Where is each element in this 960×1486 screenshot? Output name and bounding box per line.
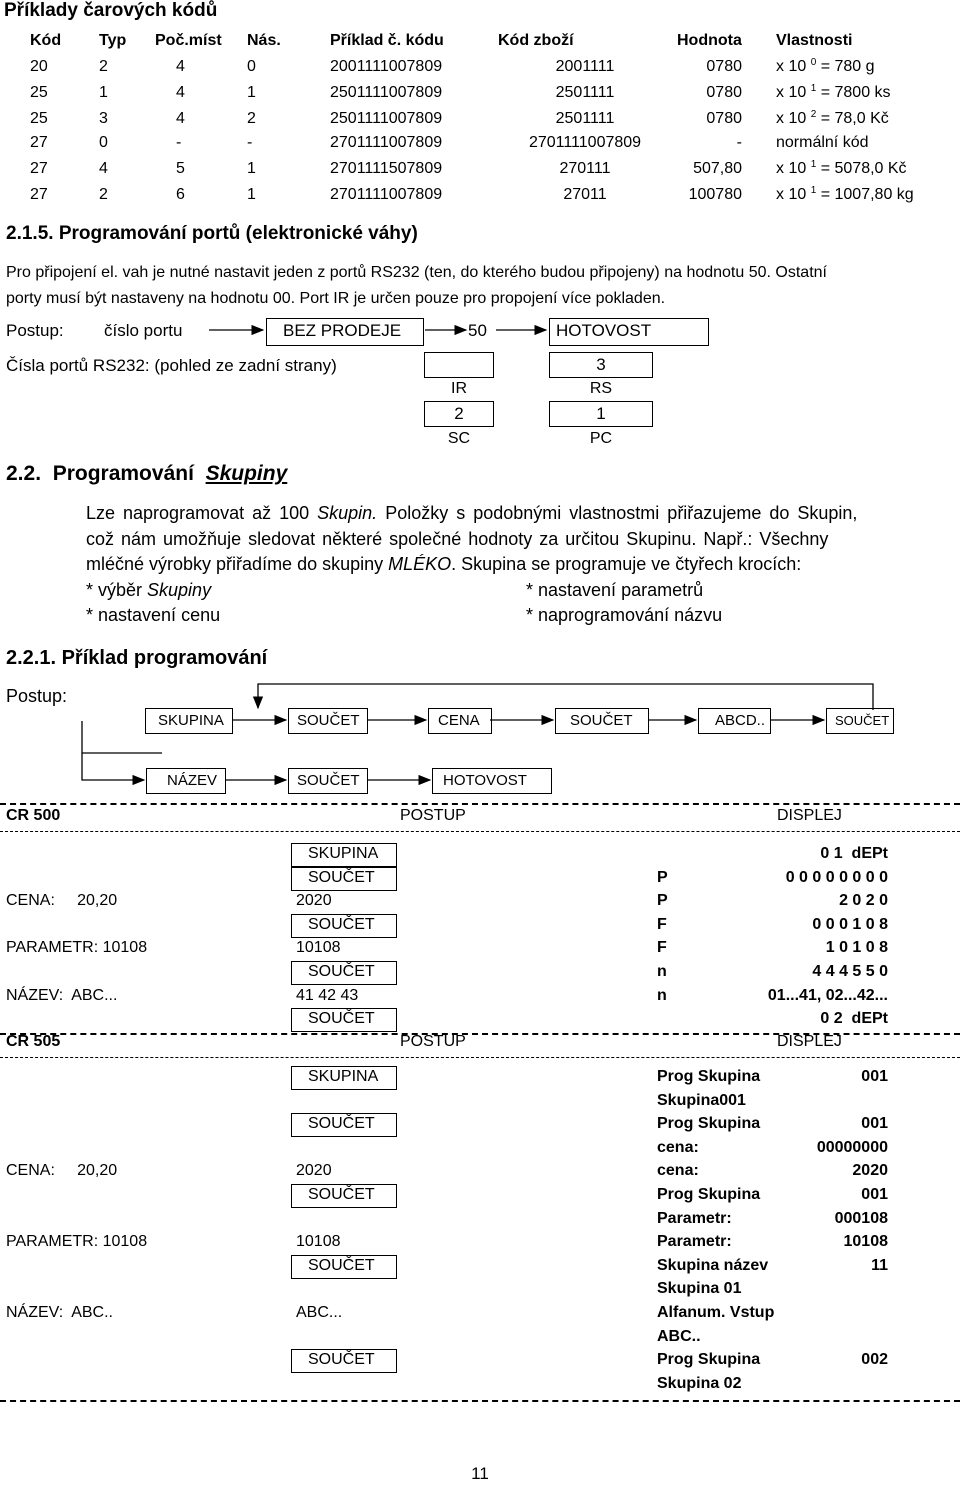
table-cell-poc: 4 — [176, 84, 185, 101]
key-label: SOUČET — [308, 1351, 375, 1369]
table-header-cell: Kód zboží — [498, 32, 574, 49]
display-left: Prog Skupina — [657, 1351, 761, 1369]
display-left: Prog Skupina — [657, 1186, 761, 1203]
text-run: mléčné výrobky přiřadíme do skupiny — [86, 554, 389, 574]
table-cell-kod: 25 — [30, 84, 48, 101]
display-left: cena: — [657, 1162, 699, 1180]
key-value: 10108 — [296, 939, 341, 957]
text-run: = 1007,80 kg — [816, 186, 914, 203]
flow-key-skupina — [145, 708, 233, 734]
display-left: Skupina 01 — [657, 1280, 742, 1298]
display-left: cena: — [657, 1138, 699, 1156]
flow-key-hotovost-label: HOTOVOST — [556, 321, 652, 340]
exponent: 1 — [810, 185, 817, 196]
row-left-label: CENA: 20,20 — [6, 892, 118, 910]
table-header-cell: Typ — [99, 32, 127, 49]
text-run-em: Skupiny — [147, 580, 212, 600]
table-header-cell: Nás. — [247, 32, 281, 49]
flow-key-nazev — [146, 768, 226, 794]
text-run-em: Skupin. — [317, 503, 378, 523]
flow-key-bez-prodeje-label: BEZ PRODEJE — [283, 321, 402, 340]
key-box — [291, 867, 397, 891]
table-cell-priklad: 2701111007809 — [330, 186, 443, 203]
display-right: 0 0 0 1 0 8 — [812, 915, 888, 933]
key-box — [291, 1066, 397, 1090]
key-label: SKUPINA — [308, 845, 379, 862]
flow-label: NÁZEV — [167, 772, 218, 789]
flow-step-port-number: číslo portu — [104, 321, 183, 340]
groups-paragraph-line-3 — [86, 554, 801, 575]
column-postup: POSTUP — [400, 807, 466, 824]
groups-paragraph-line-2: což nám umožňuje sledovat některé společné hodnoty za určitou Skupinu. Např.: Všechny — [86, 529, 829, 549]
table-cell-poc: 6 — [176, 186, 185, 203]
table-cell-zbozi: 2001111 — [555, 58, 615, 75]
key-box — [291, 843, 397, 867]
display-left: Alfanum. Vstup — [657, 1304, 775, 1321]
text-run: x 10 — [776, 160, 807, 177]
dashed-separator — [0, 831, 960, 832]
section-heading-2-1-5: 2.1.5. Programování portů (elektronické váhy) — [6, 223, 418, 244]
port-sc-label: SC — [447, 430, 471, 447]
flow-key-cena — [428, 708, 492, 734]
table-header-cell: Vlastnosti — [776, 32, 853, 49]
text-run: x 10 — [776, 58, 807, 75]
flow-key-abcd — [698, 708, 771, 734]
postup-label-2: Postup: — [6, 686, 68, 706]
table-cell-typ: 1 — [99, 84, 108, 101]
page-title: Příklady čarových kódů — [4, 0, 218, 21]
table-cell-nas: - — [247, 134, 253, 151]
display-left: F — [657, 915, 667, 933]
exponent: 1 — [810, 159, 817, 170]
table-cell-poc: 4 — [176, 110, 185, 127]
table-cell-nas: 0 — [247, 58, 256, 75]
table-header-cell: Poč.míst — [155, 32, 222, 49]
port-box-top-right — [549, 352, 653, 378]
display-right: 002 — [861, 1351, 888, 1369]
table-cell-priklad: 2501111007809 — [330, 84, 443, 101]
key-box — [291, 1113, 397, 1137]
table-cell-kod: 27 — [30, 160, 48, 177]
display-right: 1 0 1 0 8 — [825, 939, 888, 957]
table-cell-hodnota: 507,80 — [693, 160, 742, 177]
flow-key-soucet-4 — [288, 768, 368, 794]
flow-value-50: 50 — [468, 321, 487, 340]
display-right: 001 — [861, 1186, 888, 1203]
port-3-label: 3 — [596, 355, 606, 374]
display-right: 00000000 — [816, 1138, 888, 1156]
table-cell-hodnota: 100780 — [688, 186, 742, 203]
key-box — [291, 961, 397, 985]
display-right: 11 — [871, 1256, 888, 1274]
text-run: = 780 g — [816, 58, 875, 75]
display-right: 4 4 4 5 5 0 — [812, 963, 888, 980]
display-right: 0 0 0 0 0 0 0 0 — [785, 868, 888, 886]
flow-arrows-ports — [0, 0, 960, 360]
column-displej: DISPLEJ — [777, 1033, 842, 1050]
table-header-cell: Příklad č. kódu — [330, 32, 444, 49]
postup-label: Postup: — [6, 321, 64, 340]
flow-label: SOUČET — [835, 713, 890, 728]
flow-key-soucet-3 — [826, 708, 894, 734]
page-number: 11 — [471, 1464, 489, 1483]
table-cell-zbozi: 2501111 — [555, 110, 615, 127]
column-postup: POSTUP — [400, 1033, 466, 1050]
table-cell-typ: 3 — [99, 110, 108, 127]
port-box-bottom-left — [424, 401, 494, 427]
key-label: SOUČET — [308, 1010, 375, 1028]
display-right: 001 — [861, 1068, 888, 1085]
display-right: 0 2 dEPt — [820, 1010, 888, 1028]
heading-text: Programování — [52, 462, 194, 485]
key-label: SOUČET — [308, 1256, 375, 1274]
port-box-bottom-right — [549, 401, 653, 427]
dashed-separator — [0, 1400, 960, 1402]
section-heading-2-2 — [6, 462, 287, 486]
step-set-price: * nastavení cenu — [86, 605, 221, 625]
column-displej: DISPLEJ — [777, 807, 842, 824]
text-run: x 10 — [776, 186, 807, 203]
display-left: Skupina 02 — [657, 1374, 742, 1392]
groups-paragraph-line-1 — [86, 503, 857, 524]
step-program-name: * naprogramování názvu — [526, 605, 723, 625]
display-left: Skupina název — [657, 1256, 769, 1274]
table-cell-zbozi: 27011 — [563, 186, 607, 203]
row-left-label: PARAMETR: 10108 — [6, 1233, 148, 1251]
dashed-separator — [0, 1057, 960, 1058]
model-label: CR 500 — [6, 807, 61, 824]
flow-key-soucet-1 — [288, 708, 368, 734]
key-label: SOUČET — [308, 963, 375, 980]
display-right: 2020 — [852, 1162, 888, 1180]
table-cell-priklad: 2001111007809 — [330, 58, 443, 75]
port-rs-label: RS — [589, 380, 613, 397]
display-right: 10108 — [843, 1233, 888, 1251]
table-cell-kod: 27 — [30, 186, 48, 203]
display-left: Skupina001 — [657, 1091, 746, 1109]
table-cell-priklad: 2701111507809 — [330, 160, 443, 177]
display-right: 001 — [861, 1115, 888, 1133]
display-right: 2 0 2 0 — [839, 892, 888, 910]
flow-key-hotovost-2 — [432, 768, 552, 794]
table-cell-zbozi: 2701111007809 — [528, 134, 642, 151]
flow-label: SKUPINA — [158, 712, 224, 729]
key-label: SOUČET — [308, 915, 375, 933]
port-pc-label: PC — [589, 430, 613, 447]
display-left: ABC.. — [657, 1327, 701, 1345]
display-right: 01...41, 02...42... — [767, 986, 888, 1004]
heading-number: 2.2. — [6, 462, 42, 485]
text-run-em: MLÉKO — [388, 554, 452, 574]
text-run: normální kód — [776, 134, 869, 151]
table-cell-zbozi: 2501111 — [555, 84, 615, 101]
table-cell-kod: 27 — [30, 134, 48, 151]
key-label: SKUPINA — [308, 1068, 379, 1085]
table-cell-poc: 4 — [176, 58, 185, 75]
table-cell-hodnota: - — [736, 134, 742, 151]
table-cell-typ: 2 — [99, 186, 108, 203]
model-label: CR 505 — [6, 1033, 61, 1050]
dashed-separator — [0, 803, 960, 805]
text-run: x 10 — [776, 84, 807, 101]
table-cell-typ: 0 — [99, 134, 108, 151]
key-box — [291, 914, 397, 938]
table-cell-priklad: 2501111007809 — [330, 110, 443, 127]
text-run: x 10 — [776, 110, 807, 127]
section-heading-2-2-1: 2.2.1. Příklad programování — [6, 647, 268, 669]
port-box-top-left — [424, 352, 494, 378]
flow-label: SOUČET — [297, 772, 360, 789]
display-left: P — [657, 892, 668, 910]
table-cell-kod: 25 — [30, 110, 48, 127]
display-left: P — [657, 868, 668, 886]
ports-paragraph-line-1: Pro připojení el. vah je nutné nastavit jeden z portů RS232 (ten, do kterého budou připojeny) na hodnotu 50. Ostatní — [6, 264, 827, 281]
port-2-label: 2 — [454, 404, 464, 423]
table-cell-poc: 5 — [176, 160, 185, 177]
table-cell-kod: 20 — [30, 58, 48, 75]
key-label: SOUČET — [308, 868, 375, 886]
display-left: Prog Skupina — [657, 1115, 761, 1133]
exponent: 0 — [810, 57, 817, 68]
row-left-label: CENA: 20,20 — [6, 1162, 118, 1180]
key-box — [291, 1184, 397, 1208]
step-select-group — [86, 580, 211, 601]
display-right: 000108 — [834, 1209, 888, 1227]
key-value: 2020 — [296, 1162, 332, 1180]
key-box — [291, 1349, 397, 1373]
display-left: n — [657, 963, 667, 980]
text-run: = 5078,0 Kč — [816, 160, 907, 177]
table-cell-nas: 2 — [247, 110, 256, 127]
display-left: n — [657, 986, 667, 1004]
ports-label: Čísla portů RS232: (pohled ze zadní strany) — [6, 356, 337, 375]
flow-label: CENA — [438, 712, 480, 729]
display-left: Parametr: — [657, 1233, 732, 1251]
display-right: 0 1 dEPt — [820, 845, 888, 862]
key-value: 2020 — [296, 892, 332, 910]
row-left-label: PARAMETR: 10108 — [6, 939, 148, 957]
port-ir-label: IR — [451, 380, 467, 397]
text-run: Položky s podobnými vlastnostmi přiřazujeme do Skupin, — [377, 503, 858, 523]
flow-label: SOUČET — [297, 712, 360, 729]
table-cell-nas: 1 — [247, 84, 256, 101]
table-header-cell: Hodnota — [677, 32, 742, 49]
row-left-label: NÁZEV: ABC... — [6, 986, 118, 1004]
text-run: . Skupina se programuje ve čtyřech krocích: — [451, 554, 802, 574]
heading-emphasis: Skupiny — [205, 462, 288, 485]
key-value: 10108 — [296, 1233, 341, 1251]
table-cell-typ: 2 — [99, 58, 108, 75]
ports-paragraph-line-2: porty musí být nastaveny na hodnotu 00. Port IR je určen pouze pro propojení více pokladen. — [6, 290, 666, 307]
step-set-parameters: * nastavení parametrů — [526, 580, 704, 600]
key-box — [291, 1008, 397, 1032]
table-cell-hodnota: 0780 — [706, 84, 742, 101]
text-run: Lze naprogramovat až 100 — [86, 503, 318, 523]
table-cell-nas: 1 — [247, 160, 256, 177]
table-cell-poc: - — [176, 134, 182, 151]
table-cell-hodnota: 0780 — [706, 110, 742, 127]
text-run: = 78,0 Kč — [816, 110, 889, 127]
flow-key-soucet-2 — [555, 708, 649, 734]
display-left: F — [657, 939, 667, 957]
text-run: * výběr — [86, 580, 148, 600]
key-box — [291, 1255, 397, 1279]
key-value: ABC... — [296, 1304, 343, 1321]
table-header-cell: Kód — [30, 32, 62, 49]
flow-label: ABCD.. — [715, 712, 766, 729]
flow-label: SOUČET — [570, 712, 633, 729]
table-cell-nas: 1 — [247, 186, 256, 203]
row-left-label: NÁZEV: ABC.. — [6, 1304, 113, 1321]
display-left: Prog Skupina — [657, 1068, 761, 1085]
key-label: SOUČET — [308, 1186, 375, 1203]
flow-label: HOTOVOST — [443, 772, 527, 789]
table-cell-priklad: 2701111007809 — [330, 134, 443, 151]
table-cell-typ: 4 — [99, 160, 108, 177]
key-label: SOUČET — [308, 1115, 375, 1133]
display-left: Parametr: — [657, 1209, 732, 1227]
key-value: 41 42 43 — [296, 986, 359, 1004]
table-cell-zbozi: 270111 — [559, 160, 611, 177]
port-1-label: 1 — [596, 404, 606, 423]
text-run: = 7800 ks — [816, 84, 891, 101]
exponent: 1 — [810, 83, 817, 94]
table-cell-hodnota: 0780 — [706, 58, 742, 75]
exponent: 2 — [810, 109, 817, 120]
